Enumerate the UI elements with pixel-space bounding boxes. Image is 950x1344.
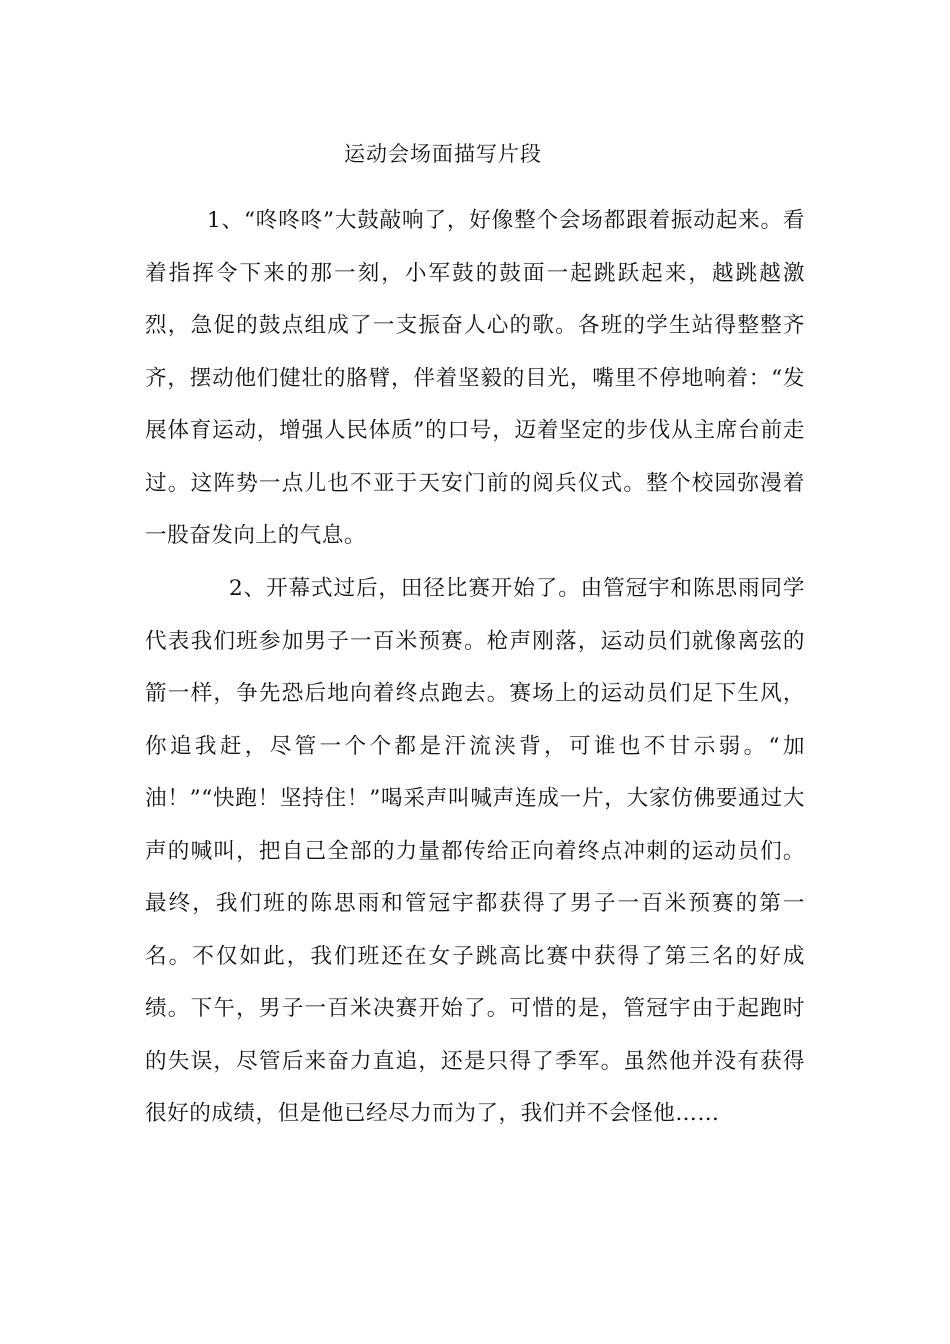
paragraph-1: 1、“咚咚咚”大鼓敲响了，好像整个会场都跟着振动起来。看着指挥令下来的那一刻，小军鼓的鼓面一起跳跃起来，越跳越激烈，急促的鼓点组成了一支振奋人心的歌。各班的学生站得整整齐齐，摆动他们健壮的胳臂，伴着坚毅的目光，嘴里不停地响着：“发展体育运动，增强人民体质”的口号，迈着坚定的步伐从主席台前走过。这阵势一点儿也不亚于天安门前的阅兵仪式。整个校园弥漫着一股奋发向上的气息。 xyxy=(145,208,805,548)
document-title: 运动会场面描写片段 xyxy=(344,142,542,166)
paragraph-2: 2、开幕式过后，田径比赛开始了。由管冠宇和陈思雨同学代表我们班参加男子一百米预赛。枪声刚落，运动员们就像离弦的箭一样，争先恐后地向着终点跑去。赛场上的运动员们足下生风，你追我赶，尽管一个个都是汗流浃背，可谁也不甘示弱。“加油！”“快跑！坚持住！”喝采声叫喊声连成一片，大家仿佛要通过大声的喊叫，把自己全部的力量都传给正向着终点冲刺的运动员们。最终，我们班的陈思雨和管冠宇都获得了男子一百米预赛的第一名。不仅如此，我们班还在女子跳高比赛中获得了第三名的好成绩。下午，男子一百米决赛开始了。可惜的是，管冠宇由于起跑时的失误，尽管后来奋力直追，还是只得了季军。虽然他并没有获得很好的成绩，但是他已经尽力而为了，我们并不会怪他…… xyxy=(145,576,805,1126)
